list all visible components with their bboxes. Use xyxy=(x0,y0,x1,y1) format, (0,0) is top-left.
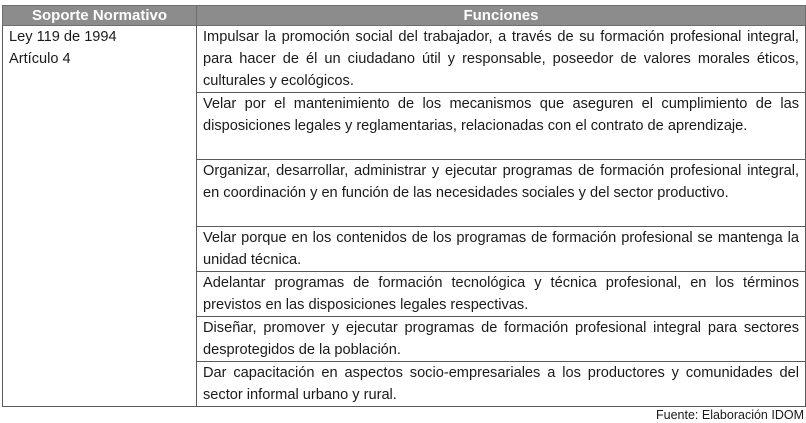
source-article: Artículo 4 xyxy=(9,51,71,67)
function-item: Impulsar la promoción social del trabajador, a través de su formación profesional integral, para hacer de él un ciudadano útil y responsable, poseedor de valores morales éticos, culturales y ecológicos. xyxy=(197,26,806,93)
table-row xyxy=(3,26,806,93)
function-item: Diseñar, promover y ejecutar programas de formación profesional integral para sectores desprotegidos de la población. xyxy=(197,317,806,362)
function-item: Organizar, desarrollar, administrar y ejecutar programas de formación profesional integral, en coordinación y en función de las necesidades sociales y del sector productivo. xyxy=(197,160,806,227)
source-law: Ley 119 de 1994 xyxy=(9,29,117,45)
header-soporte-normativo: Soporte Normativo xyxy=(3,6,197,26)
function-item: Velar porque en los contenidos de los programas de formación profesional se mantenga la unidad técnica. xyxy=(197,227,806,272)
source-cell xyxy=(3,26,197,407)
function-item: Dar capacitación en aspectos socio-empresariales a los productores y comunidades del sector informal urbano y rural. xyxy=(197,362,806,407)
source-note: Fuente: Elaboración IDOM xyxy=(656,408,804,422)
regulatory-functions-table xyxy=(2,5,806,407)
function-item: Adelantar programas de formación tecnológica y técnica profesional, en los términos previstos en las disposiciones legales respectivas. xyxy=(197,272,806,317)
table-header-row xyxy=(3,6,806,26)
header-funciones: Funciones xyxy=(197,6,806,26)
function-item: Velar por el mantenimiento de los mecanismos que aseguren el cumplimiento de las disposiciones legales y reglamentarias, relacionadas con el contrato de aprendizaje. xyxy=(197,93,806,160)
